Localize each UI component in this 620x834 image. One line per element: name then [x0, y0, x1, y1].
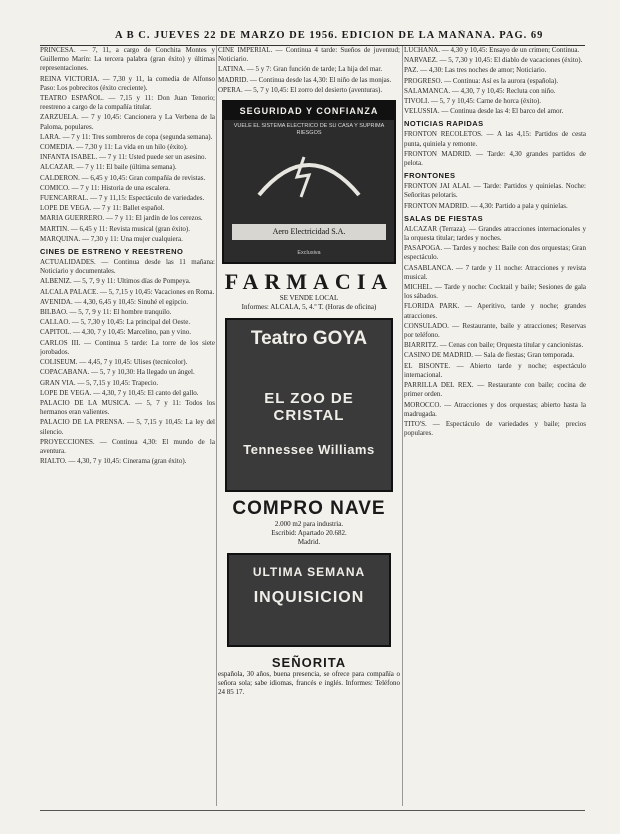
- theatre-listings: [40, 46, 215, 244]
- listing-entry: FLORIDA PARK. — Aperitivo, tarde y noche; grandes atracciones.: [404, 302, 586, 320]
- listing-entry: RIALTO. — 4,30, 7 y 10,45: Cinerama (gran éxito).: [40, 457, 187, 466]
- mid-listings: [218, 46, 400, 95]
- listing-entry: TIVOLI. — 5, 7 y 10,45: Carne de horca (éxito).: [404, 97, 542, 106]
- frontones-heading: FRONTONES: [404, 171, 456, 181]
- farmacia-detail: Informes: ALCALA, 5, 4.º T. (Horas de oficina): [241, 303, 377, 312]
- listing-entry: COLISEUM. — 4,45, 7 y 10,45: Ulises (tecnicolor).: [40, 358, 188, 367]
- listing-entry: FRONTON JAI ALAI. — Tarde: Partidos y quinielas. Noche: Señoritas pelotaris.: [404, 182, 586, 200]
- goya-play: EL ZOO DE CRISTAL: [264, 390, 354, 425]
- listing-entry: EL BISONTE. — Abierto tarde y noche; espectáculo internacional.: [404, 361, 586, 379]
- lightning-arc-icon: [249, 145, 369, 205]
- listing-entry: PROGRESO. — Continua: Así es la aurora (española).: [404, 76, 559, 85]
- farmacia-advertisement: [218, 270, 400, 312]
- listing-entry: ZARZUELA. — 7 y 10,45: Cancionera y La Verbena de la Paloma, populares.: [40, 113, 215, 131]
- listing-entry: OPERA. — 5, 7 y 10,45: El zorro del desierto (aventuras).: [218, 85, 383, 94]
- listing-entry: ALCALA PALACE. — 5, 7,15 y 10,45: Vacaciones en Roma.: [40, 287, 215, 296]
- goya-author: Tennessee Williams: [243, 442, 375, 458]
- listing-entry: BILBAO. — 5, 7, 9 y 11: El hombre tranquilo.: [40, 308, 172, 317]
- frontones-listings: [404, 182, 586, 211]
- listing-entry: CASABLANCA. — 7 tarde y 11 noche: Atracciones y revista musical.: [404, 263, 586, 281]
- listing-entry: LOPE DE VEGA. — 4,30, 7 y 10,45: El canto del gallo.: [40, 388, 199, 397]
- listing-entry: LUCHANA. — 4,30 y 10,45: Ensayo de un crimen; Continua.: [404, 46, 580, 54]
- listing-entry: PALACIO DE LA MUSICA. — 5, 7 y 11: Todos los hermanos eran valientes.: [40, 398, 215, 417]
- listing-entry: NARVAEZ. — 5, 7,30 y 10,45: El diablo de vacaciones (éxito).: [404, 56, 583, 65]
- listing-entry: REINA VICTORIA. — 7,30 y 11, la comedia de Alfonso Paso: Los pobrecitos (éxito creciente).: [40, 74, 215, 92]
- seguridad-brand: Aero Electricidad S.A.: [232, 224, 386, 240]
- listing-entry: LATINA. — 5 y 7: Gran función de tarde; La hija del mar.: [218, 65, 383, 74]
- listing-entry: PAZ. — 4,30: Las tres noches de amor; Noticiario.: [404, 66, 547, 75]
- compro-title: COMPRO NAVE: [232, 498, 386, 520]
- listing-entry: ACTUALIDADES. — Continua desde las 11 mañana: Noticiario y documentales.: [40, 258, 215, 276]
- listing-entry: FRONTON MADRID. — Tarde: 4,30 grandes partidos de pelota.: [404, 149, 586, 168]
- listing-entry: MARIA GUERRERO. — 7 y 11: El jardín de los cerezos.: [40, 214, 203, 223]
- seguridad-advertisement: [222, 100, 396, 264]
- compro-nave-advertisement: [218, 498, 400, 547]
- listing-entry: SALAMANCA. — 4,30, 7 y 10,45: Recluta con niño.: [404, 86, 556, 95]
- listing-entry: GRAN VIA. — 5, 7,15 y 10,45: Trapecio.: [40, 378, 159, 387]
- listing-entry: TEATRO ESPAÑOL. — 7,15 y 11: Don Juan Tenorio; reestreno a cargo de la compañía titular.: [40, 94, 215, 112]
- listing-entry: PARRILLA DEL REX. — Restaurante con baile; cocina de primer orden.: [404, 381, 586, 399]
- listing-entry: MOROCCO. — Atracciones y dos orquestas; abierto hasta la madrugada.: [404, 400, 586, 418]
- listing-entry: ALCAZAR (Terraza). — Grandes atracciones internacionales y la orquesta titular; tardes y noches.: [404, 224, 586, 243]
- right-column: [404, 46, 586, 806]
- listing-entry: MADRID. — Continua desde las 4,30: El niño de las monjas.: [218, 75, 392, 84]
- listing-entry: PALACIO DE LA PRENSA. — 5, 7,15 y 10,45: La ley del silencio.: [40, 418, 215, 436]
- ultima-semana-advertisement: [227, 553, 391, 647]
- farmacia-sub: SE VENDE LOCAL: [279, 294, 339, 303]
- listing-entry: ALCAZAR. — 7 y 11: El baile (última semana).: [40, 163, 177, 172]
- senorita-advertisement: [218, 655, 400, 697]
- noticias-heading: NOTICIAS RAPIDAS: [404, 119, 484, 129]
- listing-entry: LARA. — 7 y 11: Tres sombreros de copa (segunda semana).: [40, 132, 213, 141]
- listing-entry: PASAPOGA. — Tardes y noches: Baile con dos orquestas; Gran espectáculo.: [404, 244, 586, 262]
- middle-column: [218, 46, 400, 806]
- compro-line3: Madrid.: [297, 538, 321, 547]
- listing-entry: CONSULADO. — Restaurante, baile y atracciones; Reservas por teléfono.: [404, 321, 586, 340]
- listing-entry: AVENIDA. — 4,30, 6,45 y 10,45: Sinuhé el egipcio.: [40, 297, 189, 306]
- noticias-listings: [404, 130, 586, 168]
- listing-entry: INFANTA ISABEL. — 7 y 11: Usted puede ser un asesino.: [40, 153, 207, 162]
- cinema-listings: [40, 258, 215, 466]
- listing-entry: PROYECCIONES. — Continua 4,30: El mundo de la aventura.: [40, 437, 215, 455]
- senorita-text: española, 30 años, buena presencia, se ofrece para compañía o señora sola; sabe idiomas, francés e inglés. Informes: Teléfono 24 85 17.: [218, 670, 400, 697]
- listing-entry: LOPE DE VEGA. — 7 y 11: Ballet español.: [40, 204, 165, 213]
- seguridad-sub: Exclusiva: [297, 250, 321, 257]
- listing-entry: COMEDIA. — 7,30 y 11: La vida en un hilo (éxito).: [40, 143, 188, 152]
- listing-entry: CAPITOL. — 4,30, 7 y 10,45: Marcelino, pan y vino.: [40, 328, 191, 337]
- listing-entry: TITO'S. — Espectáculo de variedades y baile; precios populares.: [404, 419, 586, 438]
- ultima-title: ULTIMA SEMANA: [252, 565, 366, 580]
- listing-entry: MICHEL. — Tarde y noche: Cocktail y baile; Sesiones de gala los sábados.: [404, 283, 586, 301]
- ultima-subtitle: INQUISICION: [253, 589, 365, 607]
- listing-entry: COMICO. — 7 y 11: Historia de una escalera.: [40, 183, 170, 192]
- listing-entry: CALDERON. — 6,45 y 10,45: Gran compañía de revistas.: [40, 173, 206, 182]
- listing-entry: MARTIN. — 6,45 y 11: Revista musical (gran éxito).: [40, 224, 190, 233]
- cinemas-heading: CINES DE ESTRENO Y REESTRENO: [40, 247, 184, 257]
- seguridad-tagline: VUELE EL SISTEMA ELECTRICO DE SU CASA Y SUPRIMA RIESGOS: [233, 123, 385, 137]
- column-divider: [402, 46, 403, 806]
- listing-entry: MARQUINA. — 7,30 y 11: Una mujer cualquiera.: [40, 234, 183, 243]
- compro-line2: Escribid: Apartado 20.682.: [271, 529, 347, 538]
- column-divider: [216, 46, 217, 806]
- listing-entry: COPACABANA. — 5, 7 y 10,30: Ha llegado un ángel.: [40, 368, 195, 377]
- listing-entry: CINE IMPERIAL. — Continua 4 tarde: Sueños de juventud; Noticiario.: [218, 46, 400, 64]
- senorita-title: SEÑORITA: [271, 655, 347, 671]
- listing-entry: CARLOS III. — Continua 5 tarde: La torre de los siete jorobados.: [40, 338, 215, 356]
- listing-entry: VELUSSIA. — Continua desde las 4: El barco del amor.: [404, 107, 564, 116]
- listing-entry: PRINCESA. — 7, 11, a cargo de Conchita Montes y Guillermo Marín: La tercera palabra (gran éxito) y últimas representaciones.: [40, 46, 215, 73]
- listing-entry: ALBENIZ. — 5, 7, 9 y 11: Ultimos días de Pompeya.: [40, 277, 191, 286]
- listing-entry: CALLAO. — 5, 7,30 y 10,45: La principal del Oeste.: [40, 318, 191, 327]
- right-listings: [404, 46, 586, 116]
- listing-entry: FUENCARRAL. — 7 y 11,15: Espectáculo de variedades.: [40, 194, 205, 203]
- listing-entry: BIARRITZ. — Cenas con baile; Orquesta titular y cancionistas.: [404, 341, 584, 350]
- seguridad-title: SEGURIDAD Y CONFIANZA: [224, 102, 394, 120]
- left-column: [40, 46, 215, 806]
- salas-listings: [404, 225, 586, 438]
- farmacia-title: FARMACIA: [224, 269, 394, 295]
- footer-rule: [40, 810, 585, 811]
- teatro-goya-advertisement: [225, 318, 393, 492]
- page-header: A B C. JUEVES 22 DE MARZO DE 1956. EDICION DE LA MAÑANA. PAG. 69: [115, 30, 544, 41]
- listing-entry: FRONTON RECOLETOS. — A las 4,15: Partidos de cesta punta, quiniela y remonte.: [404, 130, 586, 148]
- salas-heading: SALAS DE FIESTAS: [404, 213, 484, 223]
- goya-title: Teatro GOYA: [250, 328, 368, 350]
- listing-entry: FRONTON MADRID. — 4,30: Partido a pala y quinielas.: [404, 201, 568, 210]
- compro-line1: 2.000 m2 para industria.: [274, 520, 344, 529]
- listing-entry: CASINO DE MADRID. — Sala de fiestas; Gran temporada.: [404, 351, 575, 360]
